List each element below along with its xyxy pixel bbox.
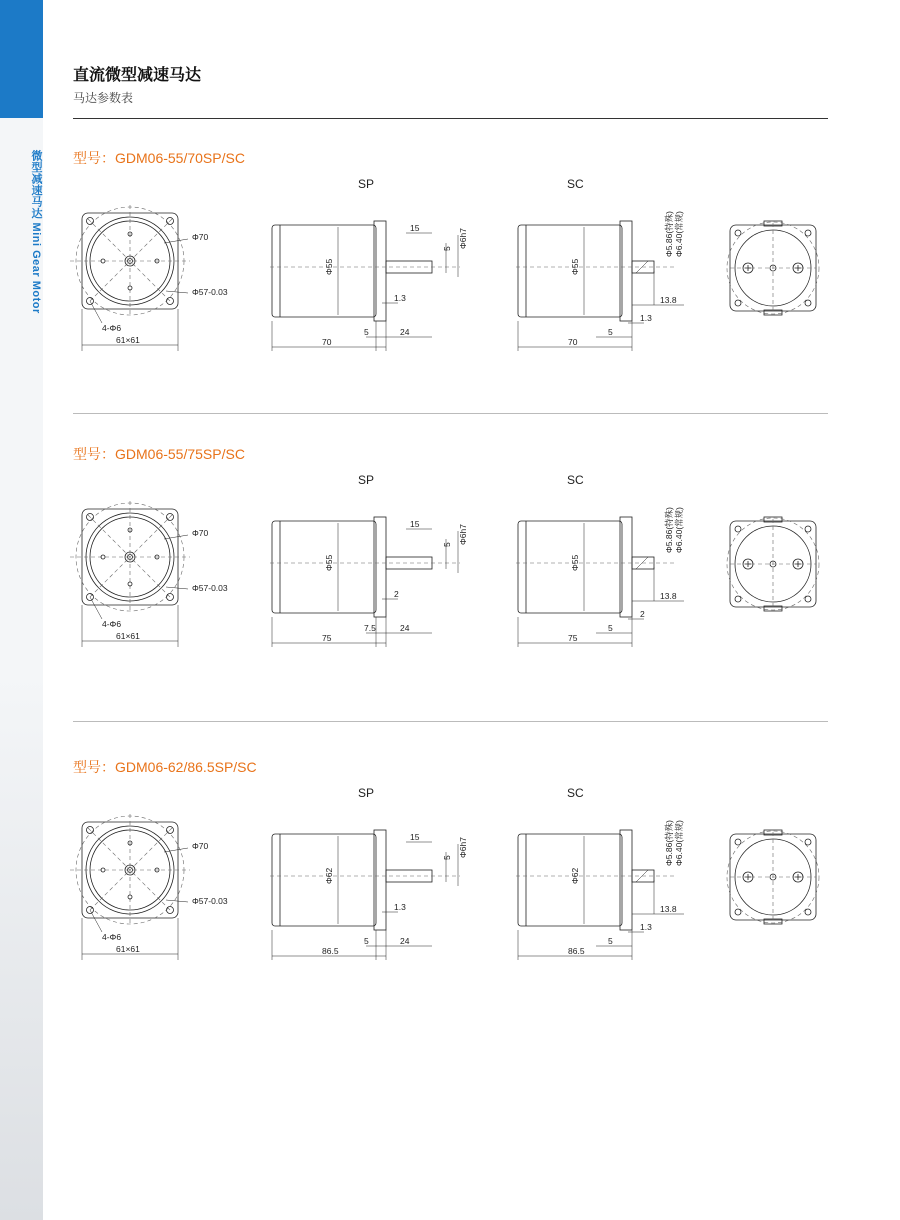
sc-view-label: SC [567,177,584,191]
body-diameter-dimension: Φ55 [570,258,580,275]
shaft-length-dimension: 24 [400,936,410,946]
length-dimension: 86.5 [322,946,339,956]
pcd-dimension: Φ70 [192,528,209,538]
pilot-length-dimension: 5 [608,327,613,337]
key-length-dimension: 15 [410,519,420,529]
shaft-diameter-dimension: Φ6h7 [458,228,468,249]
hole-count-dimension: 4-Φ6 [102,932,122,942]
sp-view-label: SP [358,473,375,487]
header-divider [73,118,828,119]
step-dimension: 2 [394,589,399,599]
front-view-drawing [70,205,270,355]
hole-count-dimension: 4-Φ6 [102,619,122,629]
sc-side-drawing [516,205,716,355]
sp-view-label: SP [358,177,375,191]
model-title: 型号：GDM06-62/86.5SP/SC [73,759,257,775]
pilot-length-dimension: 5 [608,623,613,633]
pilot-length-dimension: 5 [364,327,369,337]
pilot-length-dimension: 7.5 [364,623,376,633]
section-divider [73,413,828,414]
key-length-dimension: 15 [410,832,420,842]
section-divider [73,721,828,722]
pilot-dimension: Φ57-0.03 [192,896,228,906]
pcd-dimension: Φ70 [192,232,209,242]
shaft-length-dimension: 24 [400,327,410,337]
body-diameter-dimension: Φ62 [324,867,334,884]
front-view-drawing [70,814,270,964]
shaft-length-dimension: 24 [400,623,410,633]
sc-view-label: SC [567,473,584,487]
shaft-standard-dimension: Φ6.40(常规) [674,507,684,553]
flat-dimension: 5 [442,246,452,251]
shaft-special-dimension: Φ5.86(特殊) [664,820,674,866]
step-dimension: 1.3 [394,293,406,303]
sc-side-drawing [516,501,716,651]
rear-view-drawing [724,824,824,934]
pilot-dimension: Φ57-0.03 [192,583,228,593]
length-dimension: 70 [322,337,332,347]
body-diameter-dimension: Φ55 [324,258,334,275]
body-diameter-dimension: Φ55 [570,554,580,571]
pcd-dimension: Φ70 [192,841,209,851]
step-dimension: 1.3 [640,313,652,323]
flange-size-dimension: 61×61 [116,335,140,345]
key-length-dimension: 15 [410,223,420,233]
pilot-length-dimension: 5 [364,936,369,946]
length-dimension: 86.5 [568,946,585,956]
sp-side-drawing [270,205,490,355]
flat-dimension: 5 [442,855,452,860]
shaft-standard-dimension: Φ6.40(常规) [674,211,684,257]
sp-view-label: SP [358,786,375,800]
shaft-special-dimension: Φ5.86(特殊) [664,211,674,257]
step-dimension: 2 [640,609,645,619]
body-diameter-dimension: Φ55 [324,554,334,571]
shaft-length-dimension: 13.8 [660,591,677,601]
pilot-dimension: Φ57-0.03 [192,287,228,297]
length-dimension: 70 [568,337,578,347]
shaft-standard-dimension: Φ6.40(常规) [674,820,684,866]
flange-size-dimension: 61×61 [116,944,140,954]
pilot-length-dimension: 5 [608,936,613,946]
length-dimension: 75 [568,633,578,643]
flat-dimension: 5 [442,542,452,547]
shaft-length-dimension: 13.8 [660,295,677,305]
side-color-tab [0,0,43,118]
front-view-drawing [70,501,270,651]
length-dimension: 75 [322,633,332,643]
shaft-length-dimension: 13.8 [660,904,677,914]
step-dimension: 1.3 [640,922,652,932]
sp-side-drawing [270,501,490,651]
shaft-diameter-dimension: Φ6h7 [458,837,468,858]
step-dimension: 1.3 [394,902,406,912]
page-subtitle: 马达参数表 [73,91,134,105]
rear-view-drawing [724,511,824,621]
sc-side-drawing [516,814,716,964]
hole-count-dimension: 4-Φ6 [102,323,122,333]
sp-side-drawing [270,814,490,964]
flange-size-dimension: 61×61 [116,631,140,641]
sc-view-label: SC [567,786,584,800]
shaft-special-dimension: Φ5.86(特殊) [664,507,674,553]
shaft-diameter-dimension: Φ6h7 [458,524,468,545]
model-title: 型号：GDM06-55/70SP/SC [73,150,245,166]
model-title: 型号：GDM06-55/75SP/SC [73,446,245,462]
body-diameter-dimension: Φ62 [570,867,580,884]
rear-view-drawing [724,215,824,325]
sidebar-label: 微型减速马达 Mini Gear Motor [30,150,42,314]
page-title: 直流微型减速马达 [73,67,202,84]
